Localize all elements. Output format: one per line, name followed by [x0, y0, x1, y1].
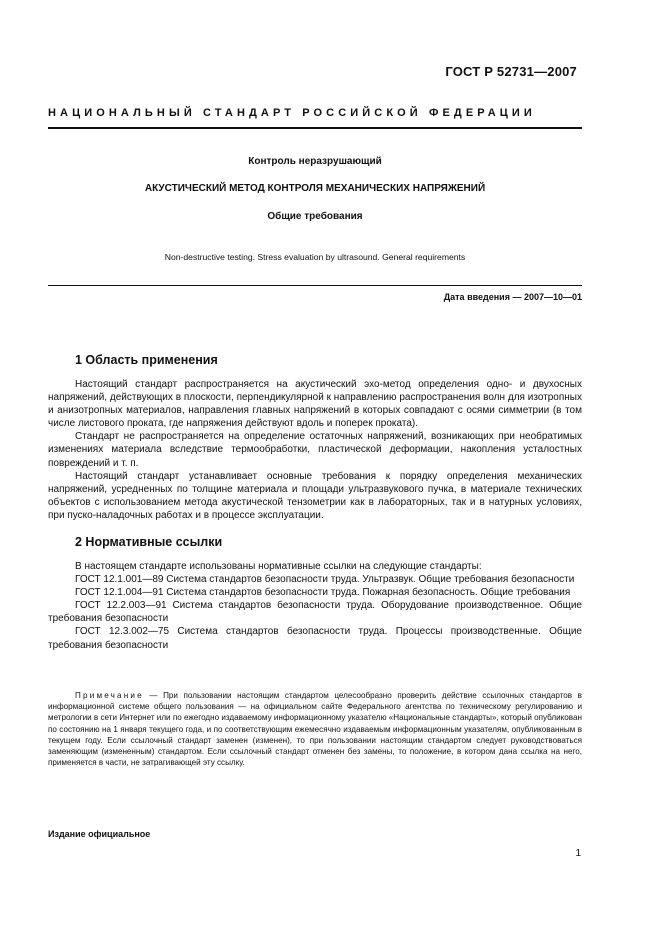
section-2-body	[48, 560, 582, 652]
title-category: Контроль неразрушающий	[248, 156, 382, 167]
title-rule	[48, 285, 582, 286]
section-1-heading: 1 Область применения	[75, 353, 218, 367]
reference-item: ГОСТ 12.3.002—75 Система стандартов безопасности труда. Процессы производственные. Общие требования безопасности	[48, 626, 582, 651]
title-main: АКУСТИЧЕСКИЙ МЕТОД КОНТРОЛЯ МЕХАНИЧЕСКИХ НАПРЯЖЕНИЙ	[144, 183, 486, 194]
document-code: ГОСТ Р 52731—2007	[445, 64, 577, 79]
paragraph: Стандарт не распространяется на определение остаточных напряжений, возникающих при необратимых изменениях материала вследствие термообработки, пластической деформации, накопления усталостных повреждений и т. п.	[48, 431, 582, 469]
section-1-body	[48, 378, 582, 522]
paragraph: Настоящий стандарт распространяется на акустический эхо-метод определения одно- и двухосных напряжений, действующих в плоскости, перпендикулярной к направлению распространения волн для изотропных и анизотропных материалов, направления главных напряжений в которых совпадают с осями симметрии (в том числе листового проката, где напряжения действуют вдоль и поперек проката).	[48, 379, 582, 430]
note-label: Примечание	[75, 691, 144, 700]
national-standard-banner: НАЦИОНАЛЬНЫЙ СТАНДАРТ РОССИЙСКОЙ ФЕДЕРАЦИИ	[48, 107, 536, 119]
introduction-date: Дата введения — 2007—10—01	[443, 292, 582, 302]
section-2-heading: 2 Нормативные ссылки	[75, 535, 223, 549]
official-edition-label: Издание официальное	[48, 829, 151, 839]
reference-item: ГОСТ 12.2.003—91 Система стандартов безопасности труда. Оборудование производственное. Общие требования безопасности	[48, 600, 582, 625]
note-text: — При пользовании настоящим стандартом целесообразно проверить действие ссылочных стандартов в информационной системе общего пользования — на официальном сайте Федерального агентства по техническому регулированию и метрологии в сети Интернет или по ежегодно издаваемому информационному указателю «Национальные стандарты», который опубликован по состоянию на 1 января текущего года, и по соответствующим ежемесячно издаваемым информационным указателям, опубликованным в текущем году. Если ссылочный стандарт заменен (изменен), то при пользовании настоящим стандартом следует руководствоваться заменяющим (измененным) стандартом. Если ссылочный стандарт отменен без замены, то положение, в котором дана ссылка на него, применяется в части, не затрагивающей эту ссылку.	[48, 691, 582, 768]
reference-item: ГОСТ 12.1.004—91 Система стандартов безопасности труда. Пожарная безопасность. Общие требования	[75, 587, 571, 599]
page-number: 1	[575, 848, 581, 859]
paragraph: В настоящем стандарте использованы нормативные ссылки на следующие стандарты:	[75, 561, 482, 572]
title-sub: Общие требования	[267, 211, 363, 222]
title-english: Non-destructive testing. Stress evaluation by ultrasound. General requirements	[164, 252, 466, 262]
paragraph: Настоящий стандарт устанавливает основные требования к порядку определения механических напряжений, усредненных по толщине материала и площади ультразвукового пучка, в материале технических объектов с использованием метода акустической тензометрии как в лабораторных, так и в натурных условиях, при пуско-наладочных работах и в процессе эксплуатации.	[48, 470, 582, 521]
note-block	[48, 690, 582, 768]
header-rule	[48, 127, 582, 129]
reference-item: ГОСТ 12.1.001—89 Система стандартов безопасности труда. Ультразвук. Общие требования безопасности	[75, 574, 575, 586]
